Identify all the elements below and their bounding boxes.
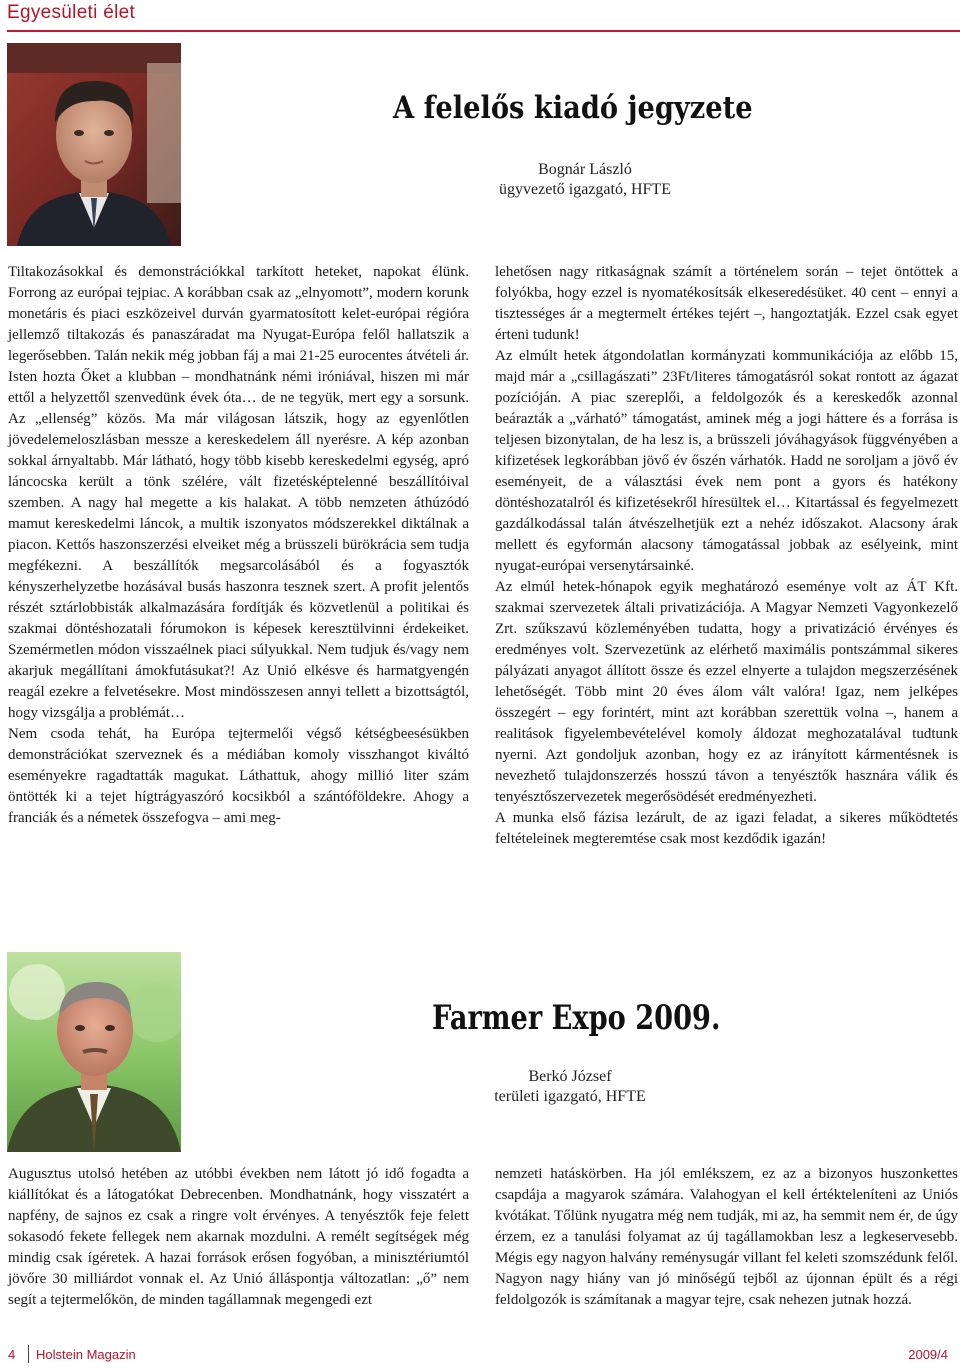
article2-author-name: Berkó József: [528, 1068, 612, 1085]
author-photo-bognar: [7, 43, 181, 246]
magazine-name: Holstein Magazin: [36, 1347, 136, 1362]
article1-headline: A felelős kiadó jegyzete: [393, 90, 753, 126]
article1-author-name: Bognár László: [538, 161, 632, 178]
page-number: 4: [8, 1347, 16, 1362]
article1-col2-paragraph-2: Az elmúlt hetek átgondolatlan kormányzati kommunikációja az előbb 15, majd már a „csillagászati” 23Ft/literes támogatásról sokat rontott az ágazat pozícióján. A piac szereplői, a feldolgozók és a kereskedők azonnal beárazták a „várható” támogatást, aminek még a jogi háttere és a forrása is teljesen bizonytalan, de ha lesz is, a brüsszeli jóváhagyások függvényében a kifizetések legkorábban jövő év őszén várhatók. Hadd ne soroljam a jövő év eseményeit, de a választási évek nem pont a gyors és hatékony döntéshozatalról és kifizetésekről híresültek el… Kitartással és fegyelmezett gazdálkodással talán átvészelhetjük ezt a nehéz időszakot. Alacsony árak mellett és egyformán alacsony támogatással jobbak az esélyeink, mint nyugat-európai versenytársainké.: [495, 348, 958, 574]
article2-column-1: [8, 1164, 469, 1311]
article1-col1-paragraph-1: Tiltakozásokkal és demonstrációkkal tarkított heteket, napokat élünk. Forrong az európai tejpiac. A korábban csak az „elnyomott”, modern korunk monetáris és piaci eszközeivel durván gyarmatosított kelet-európai régióra jellemző tiltakozás és panaszáradat ma Nyugat-Európa felől hallatszik a legerősebben. Talán nekik még jobban fáj a mai 21-25 eurocentes átvételi ár. Isten hozta Őket a klubban – mondhatnánk némi iróniával, hiszen mi már ettől a helyzettől szenvedünk évek óta… de ne tegyük, mert egy a sorsunk. Az „ellenség” közös. Ma már világosan látszik, hogy az egyenlőtlen jövedelemeloszlásban messze a kereskedelem áll nyerésre. A kép azonban sokkal árnyaltabb. Már látható, hogy több kisebb kereskedelmi egység, apró láncocska került a tönk szélére, vált fizetésképtelenné beszállítóival szemben. A nagy hal megette a kis halakat. A több nemzeten áthúzódó mamut kereskedelmi láncok, a multik iszonyatos módszerekkel diktálnak a piacon. Kettős haszonszerzési elveiket még a brüsszeli bürökrácia sem tudja megfékezni. A beszállítók megsarcolásából és a fogyasztók kényszerhelyzetbe hozásával busás haszonra tesznek szert. A profit jelentős részét sztárlobbisták alkalmazására fordítják és közvetlenül a politikai és szakmai döntéshozatali fórumokon is képesek keresztülvinni érdekeiket. Szemérmetlen módon visszaélnek piaci súlyukkal. Nem tudjuk és/vagy nem akarjuk megállítani ámokfutásukat?! Az Unió elkésve és harmatgyengén reagál ezekre a felvetésekre. Most mindösszesen annyi tellett a bizottságtól, hogy vizsgálja a problémát…: [8, 264, 469, 721]
section-rule: [7, 30, 960, 32]
article1-column-1: [8, 262, 469, 829]
author-photo-berko: [7, 952, 181, 1152]
article1-author-title: ügyvezető igazgató, HFTE: [499, 181, 671, 198]
article1-col2-paragraph-3: Az elmúl hetek-hónapok egyik meghatározó eseménye volt az ÁT Kft. szakmai szervezetek általi privatizációja. A Magyar Nemzeti Vagyonkezelő Zrt. szűkszavú közleményében tudatta, hogy a privatizáció érvényes és eredményes volt. Szervezetünk az elérhető maximális pontszámmal sikeres pályázati anyagot állított össze és ezzel elnyerte a tulajdon megszerzésének lehetőségét. Több mint 20 éves álom vált valóra! Igaz, nem jelképes összegért – egy forintért, mint azt korábban szerettük volna –, hanem a realitások figyelembevételével komoly áldozat meghozatalával tudtunk nyerni. Azt gondoljuk azonban, hogy ez az irányított kármentésnek is nevezhető tulajdonszerzés hosszú távon a tenyésztők hasznára válik és tenyésztőszervezetek megerősödését eredményezheti.: [495, 579, 958, 805]
issue-number: 2009/4: [908, 1347, 948, 1362]
section-header: [0, 0, 960, 34]
article1-column-2: [495, 262, 958, 850]
article1-col2-paragraph-4: A munka első fázisa lezárult, de az igazi feladat, a sikeres működtetés feltételeinek megteremtése csak most kezdődik igazán!: [495, 810, 958, 847]
article2-byline: [445, 1067, 695, 1107]
article1-col2-paragraph-1: lehetősen nagy ritkaságnak számít a történelem során – tejet öntöttek a folyókba, hogy ezzel is nyomatékosítsák elkeseredésüket. 40 cent – ennyi a tisztességes ár a megtermelt értékes tejért –, hangoztatják. Ezzel csak egyet érteni tudunk!: [495, 264, 958, 343]
article1-byline: [460, 160, 710, 200]
page-footer: [0, 1343, 960, 1367]
section-title: Egyesületi élet: [7, 2, 136, 23]
footer-separator: [28, 1345, 29, 1363]
article2-headline: Farmer Expo 2009.: [432, 998, 721, 1038]
article2-col1-paragraph-1: Augusztus utolsó hetében az utóbbi években nem látott jó idő fogadta a kiállítókat és a látogatókat Debrecenben. Mondhatnánk, hogy visszatért a napfény, de sajnos ez csak a ringre volt érvényes. A tenyésztők feje felett sokasodó fekete fellegek nem akarnak mozdulni. A remélt segítségek még mindig csak ígéretek. A hazai források erősen fogyóban, a minisztériumtól jövőre 30 milliárdot vonnak el. Az Unió álláspontja változatlan: „ő” nem segít a tejtermelőkön, de minden tagállamnak megengedi ezt: [8, 1166, 469, 1308]
article2-col2-paragraph-1: nemzeti hatáskörben. Ha jól emlékszem, ez az a bizonyos huszonkettes csapdája a magyarok számára. Valahogyan el kell értékteleníteni az Uniós kvótákat. Tőlünk nyugatra még nem tudják, mi az, ha semmit nem ér, de úgy érzem, ez a tanulási folyamat az új tagállamokban lesz a legkeservesebb. Mégis egy nagyon halvány reménysugár villant fel keleti szomszédunk felől. Nagyon nagy hiány van jó minőségű tejből az újonnan épült és a régi feldolgozók is számítanak a magyar tejre, csak nehezen jutnak hozzá.: [495, 1166, 958, 1308]
article2-column-2: [495, 1164, 958, 1311]
article1-col1-paragraph-2: Nem csoda tehát, ha Európa tejtermelői végső kétségbeesésükben demonstrációkat szerveznek és a médiában komoly visszhangot kiváltó eseményekre ragadtatták magukat. Láthattuk, ahogy millió liter szám öntötték ki a tejet hígtrágyaszóró kocsikból a szántóföldekre. Ahogy a franciák és a németek összefogva – ami meg-: [8, 726, 469, 826]
article2-author-title: területi igazgató, HFTE: [494, 1088, 646, 1105]
